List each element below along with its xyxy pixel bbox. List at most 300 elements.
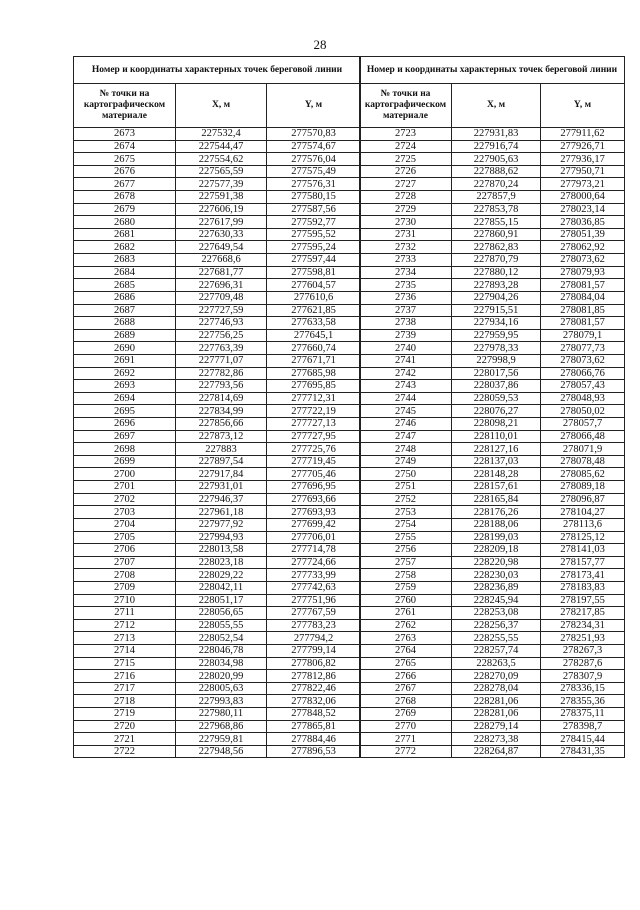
cell-y: 277645,1 bbox=[267, 329, 361, 342]
table-row bbox=[360, 544, 625, 557]
cell-y: 277693,93 bbox=[267, 506, 361, 519]
cell-x: 228256,37 bbox=[452, 619, 541, 632]
cell-point-number: 2692 bbox=[74, 367, 176, 380]
cell-point-number: 2686 bbox=[74, 291, 176, 304]
cell-x: 227977,92 bbox=[176, 518, 267, 531]
cell-x: 227870,79 bbox=[452, 254, 541, 267]
table-row bbox=[74, 443, 361, 456]
coordinates-table-right bbox=[359, 56, 625, 758]
table-row bbox=[360, 430, 625, 443]
cell-point-number: 2761 bbox=[360, 607, 452, 620]
cell-y: 277733,99 bbox=[267, 569, 361, 582]
cell-x: 227917,84 bbox=[176, 468, 267, 481]
cell-point-number: 2737 bbox=[360, 304, 452, 317]
cell-y: 277714,78 bbox=[267, 544, 361, 557]
cell-point-number: 2717 bbox=[74, 682, 176, 695]
table-row bbox=[360, 581, 625, 594]
cell-point-number: 2765 bbox=[360, 657, 452, 670]
cell-point-number: 2719 bbox=[74, 708, 176, 721]
cell-x: 227870,24 bbox=[452, 178, 541, 191]
cell-point-number: 2759 bbox=[360, 581, 452, 594]
cell-point-number: 2745 bbox=[360, 405, 452, 418]
column-header-point: № точки на картографическом материале bbox=[74, 84, 176, 128]
cell-y: 278071,9 bbox=[541, 443, 625, 456]
cell-x: 228188,06 bbox=[452, 518, 541, 531]
cell-y: 278398,7 bbox=[541, 720, 625, 733]
cell-y: 277671,71 bbox=[267, 354, 361, 367]
table-row bbox=[74, 506, 361, 519]
cell-x: 228034,98 bbox=[176, 657, 267, 670]
cell-x: 227862,83 bbox=[452, 241, 541, 254]
cell-point-number: 2768 bbox=[360, 695, 452, 708]
table-row bbox=[360, 556, 625, 569]
cell-x: 227856,66 bbox=[176, 418, 267, 431]
cell-point-number: 2764 bbox=[360, 644, 452, 657]
cell-y: 277595,52 bbox=[267, 228, 361, 241]
cell-y: 278051,39 bbox=[541, 228, 625, 241]
cell-y: 277812,86 bbox=[267, 670, 361, 683]
cell-y: 277884,46 bbox=[267, 733, 361, 746]
cell-x: 227727,59 bbox=[176, 304, 267, 317]
cell-y: 278096,87 bbox=[541, 493, 625, 506]
table-row bbox=[74, 380, 361, 393]
cell-point-number: 2701 bbox=[74, 481, 176, 494]
table-row bbox=[360, 619, 625, 632]
cell-y: 277926,71 bbox=[541, 140, 625, 153]
cell-y: 278141,03 bbox=[541, 544, 625, 557]
cell-y: 278183,83 bbox=[541, 581, 625, 594]
cell-point-number: 2748 bbox=[360, 443, 452, 456]
cell-y: 278081,85 bbox=[541, 304, 625, 317]
cell-point-number: 2753 bbox=[360, 506, 452, 519]
cell-x: 228023,18 bbox=[176, 556, 267, 569]
cell-point-number: 2714 bbox=[74, 644, 176, 657]
cell-x: 227855,15 bbox=[452, 216, 541, 229]
table-row bbox=[360, 493, 625, 506]
cell-y: 278113,6 bbox=[541, 518, 625, 531]
cell-point-number: 2732 bbox=[360, 241, 452, 254]
cell-x: 228055,55 bbox=[176, 619, 267, 632]
table-row bbox=[74, 468, 361, 481]
cell-y: 278267,3 bbox=[541, 644, 625, 657]
cell-x: 227857,9 bbox=[452, 191, 541, 204]
cell-point-number: 2677 bbox=[74, 178, 176, 191]
table-row bbox=[74, 544, 361, 557]
table-row bbox=[360, 165, 625, 178]
cell-y: 278084,04 bbox=[541, 291, 625, 304]
cell-x: 227630,33 bbox=[176, 228, 267, 241]
cell-y: 278048,93 bbox=[541, 392, 625, 405]
cell-point-number: 2710 bbox=[74, 594, 176, 607]
cell-point-number: 2735 bbox=[360, 279, 452, 292]
cell-point-number: 2700 bbox=[74, 468, 176, 481]
table-row bbox=[74, 329, 361, 342]
table-row bbox=[74, 455, 361, 468]
cell-point-number: 2749 bbox=[360, 455, 452, 468]
cell-x: 227860,91 bbox=[452, 228, 541, 241]
table-row bbox=[360, 178, 625, 191]
cell-y: 278355,36 bbox=[541, 695, 625, 708]
cell-y: 277693,66 bbox=[267, 493, 361, 506]
cell-y: 277950,71 bbox=[541, 165, 625, 178]
table-row bbox=[74, 279, 361, 292]
table-row bbox=[74, 632, 361, 645]
cell-y: 278336,15 bbox=[541, 682, 625, 695]
cell-x: 228110,01 bbox=[452, 430, 541, 443]
table-row bbox=[360, 607, 625, 620]
cell-point-number: 2704 bbox=[74, 518, 176, 531]
table-row bbox=[74, 191, 361, 204]
cell-point-number: 2678 bbox=[74, 191, 176, 204]
cell-point-number: 2689 bbox=[74, 329, 176, 342]
cell-point-number: 2760 bbox=[360, 594, 452, 607]
cell-x: 227746,93 bbox=[176, 317, 267, 330]
table-row bbox=[74, 493, 361, 506]
cell-x: 227959,95 bbox=[452, 329, 541, 342]
table-row bbox=[74, 254, 361, 267]
cell-x: 228176,26 bbox=[452, 506, 541, 519]
cell-y: 277592,77 bbox=[267, 216, 361, 229]
cell-x: 228281,06 bbox=[452, 708, 541, 721]
table-row bbox=[74, 405, 361, 418]
cell-y: 277722,19 bbox=[267, 405, 361, 418]
table-row bbox=[360, 291, 625, 304]
cell-x: 227978,33 bbox=[452, 342, 541, 355]
cell-x: 227934,16 bbox=[452, 317, 541, 330]
table-row bbox=[360, 354, 625, 367]
cell-point-number: 2683 bbox=[74, 254, 176, 267]
cell-x: 227931,01 bbox=[176, 481, 267, 494]
cell-x: 227649,54 bbox=[176, 241, 267, 254]
cell-x: 227756,25 bbox=[176, 329, 267, 342]
cell-point-number: 2694 bbox=[74, 392, 176, 405]
cell-y: 277832,06 bbox=[267, 695, 361, 708]
table-row bbox=[360, 304, 625, 317]
cell-point-number: 2736 bbox=[360, 291, 452, 304]
cell-point-number: 2697 bbox=[74, 430, 176, 443]
table-row bbox=[74, 354, 361, 367]
cell-y: 277911,62 bbox=[541, 128, 625, 141]
cell-y: 278050,02 bbox=[541, 405, 625, 418]
cell-x: 228264,87 bbox=[452, 745, 541, 758]
cell-y: 278066,48 bbox=[541, 430, 625, 443]
cell-y: 277742,63 bbox=[267, 581, 361, 594]
cell-x: 227577,39 bbox=[176, 178, 267, 191]
cell-y: 278062,92 bbox=[541, 241, 625, 254]
cell-y: 278000,64 bbox=[541, 191, 625, 204]
cell-y: 278375,11 bbox=[541, 708, 625, 721]
cell-x: 228127,16 bbox=[452, 443, 541, 456]
cell-y: 278217,85 bbox=[541, 607, 625, 620]
cell-point-number: 2680 bbox=[74, 216, 176, 229]
cell-x: 227959,81 bbox=[176, 733, 267, 746]
cell-point-number: 2693 bbox=[74, 380, 176, 393]
cell-x: 228209,18 bbox=[452, 544, 541, 557]
cell-x: 228199,03 bbox=[452, 531, 541, 544]
table-row bbox=[360, 254, 625, 267]
cell-point-number: 2687 bbox=[74, 304, 176, 317]
table-row bbox=[74, 128, 361, 141]
cell-point-number: 2743 bbox=[360, 380, 452, 393]
cell-x: 227993,83 bbox=[176, 695, 267, 708]
cell-y: 278173,41 bbox=[541, 569, 625, 582]
cell-y: 278023,14 bbox=[541, 203, 625, 216]
cell-y: 277595,24 bbox=[267, 241, 361, 254]
column-header-x: X, м bbox=[176, 84, 267, 128]
cell-y: 278078,48 bbox=[541, 455, 625, 468]
cell-x: 228137,03 bbox=[452, 455, 541, 468]
cell-y: 277597,44 bbox=[267, 254, 361, 267]
cell-point-number: 2739 bbox=[360, 329, 452, 342]
cell-point-number: 2675 bbox=[74, 153, 176, 166]
cell-x: 227946,37 bbox=[176, 493, 267, 506]
table-row bbox=[360, 228, 625, 241]
table-row bbox=[360, 481, 625, 494]
cell-x: 227544,47 bbox=[176, 140, 267, 153]
cell-point-number: 2681 bbox=[74, 228, 176, 241]
table-row bbox=[360, 682, 625, 695]
cell-point-number: 2722 bbox=[74, 745, 176, 758]
table-row bbox=[360, 153, 625, 166]
cell-x: 227968,86 bbox=[176, 720, 267, 733]
cell-point-number: 2770 bbox=[360, 720, 452, 733]
table-body-left bbox=[74, 128, 361, 758]
cell-x: 227888,62 bbox=[452, 165, 541, 178]
cell-x: 227905,63 bbox=[452, 153, 541, 166]
table-row bbox=[360, 329, 625, 342]
cell-point-number: 2738 bbox=[360, 317, 452, 330]
cell-point-number: 2742 bbox=[360, 367, 452, 380]
cell-y: 277695,85 bbox=[267, 380, 361, 393]
cell-x: 227696,31 bbox=[176, 279, 267, 292]
table-row bbox=[74, 556, 361, 569]
cell-x: 227915,51 bbox=[452, 304, 541, 317]
table-row bbox=[360, 392, 625, 405]
cell-y: 277604,57 bbox=[267, 279, 361, 292]
table-row bbox=[74, 581, 361, 594]
cell-y: 277848,52 bbox=[267, 708, 361, 721]
cell-point-number: 2718 bbox=[74, 695, 176, 708]
table-row bbox=[74, 367, 361, 380]
cell-y: 278073,62 bbox=[541, 354, 625, 367]
cell-x: 227994,93 bbox=[176, 531, 267, 544]
cell-point-number: 2750 bbox=[360, 468, 452, 481]
cell-point-number: 2731 bbox=[360, 228, 452, 241]
table-row bbox=[360, 569, 625, 582]
table-row bbox=[360, 594, 625, 607]
cell-y: 277576,04 bbox=[267, 153, 361, 166]
cell-point-number: 2673 bbox=[74, 128, 176, 141]
table-row bbox=[360, 443, 625, 456]
cell-x: 228270,09 bbox=[452, 670, 541, 683]
cell-point-number: 2713 bbox=[74, 632, 176, 645]
table-row bbox=[74, 607, 361, 620]
cell-x: 228245,94 bbox=[452, 594, 541, 607]
cell-y: 278081,57 bbox=[541, 279, 625, 292]
cell-y: 277896,53 bbox=[267, 745, 361, 758]
cell-x: 228076,27 bbox=[452, 405, 541, 418]
cell-x: 228279,14 bbox=[452, 720, 541, 733]
cell-y: 278066,76 bbox=[541, 367, 625, 380]
cell-point-number: 2690 bbox=[74, 342, 176, 355]
table-row bbox=[360, 531, 625, 544]
column-header-y: Y, м bbox=[541, 84, 625, 128]
cell-y: 277783,23 bbox=[267, 619, 361, 632]
cell-point-number: 2741 bbox=[360, 354, 452, 367]
cell-point-number: 2679 bbox=[74, 203, 176, 216]
cell-x: 228013,58 bbox=[176, 544, 267, 557]
cell-y: 277574,67 bbox=[267, 140, 361, 153]
table-row bbox=[360, 203, 625, 216]
cell-y: 277806,82 bbox=[267, 657, 361, 670]
table-row bbox=[74, 481, 361, 494]
cell-point-number: 2695 bbox=[74, 405, 176, 418]
cell-x: 227668,6 bbox=[176, 254, 267, 267]
cell-y: 277587,56 bbox=[267, 203, 361, 216]
cell-x: 227532,4 bbox=[176, 128, 267, 141]
cell-point-number: 2763 bbox=[360, 632, 452, 645]
table-row bbox=[360, 632, 625, 645]
cell-point-number: 2727 bbox=[360, 178, 452, 191]
cell-y: 278415,44 bbox=[541, 733, 625, 746]
table-row bbox=[360, 405, 625, 418]
cell-y: 277580,15 bbox=[267, 191, 361, 204]
table-row bbox=[74, 203, 361, 216]
cell-point-number: 2729 bbox=[360, 203, 452, 216]
cell-point-number: 2715 bbox=[74, 657, 176, 670]
table-row bbox=[360, 455, 625, 468]
cell-point-number: 2706 bbox=[74, 544, 176, 557]
cell-point-number: 2747 bbox=[360, 430, 452, 443]
cell-point-number: 2746 bbox=[360, 418, 452, 431]
cell-point-number: 2676 bbox=[74, 165, 176, 178]
table-row bbox=[360, 468, 625, 481]
cell-point-number: 2728 bbox=[360, 191, 452, 204]
cell-point-number: 2721 bbox=[74, 733, 176, 746]
cell-y: 277570,83 bbox=[267, 128, 361, 141]
cell-x: 228052,54 bbox=[176, 632, 267, 645]
column-header-y: Y, м bbox=[267, 84, 361, 128]
cell-point-number: 2771 bbox=[360, 733, 452, 746]
table-row bbox=[74, 670, 361, 683]
cell-y: 277973,21 bbox=[541, 178, 625, 191]
table-row bbox=[74, 720, 361, 733]
cell-y: 278057,7 bbox=[541, 418, 625, 431]
cell-point-number: 2682 bbox=[74, 241, 176, 254]
cell-point-number: 2740 bbox=[360, 342, 452, 355]
table-row bbox=[360, 657, 625, 670]
cell-y: 277727,13 bbox=[267, 418, 361, 431]
cell-point-number: 2757 bbox=[360, 556, 452, 569]
cell-point-number: 2767 bbox=[360, 682, 452, 695]
cell-point-number: 2716 bbox=[74, 670, 176, 683]
cell-x: 228042,11 bbox=[176, 581, 267, 594]
column-header-x: X, м bbox=[452, 84, 541, 128]
cell-y: 277706,01 bbox=[267, 531, 361, 544]
cell-point-number: 2751 bbox=[360, 481, 452, 494]
cell-x: 227980,11 bbox=[176, 708, 267, 721]
cell-point-number: 2711 bbox=[74, 607, 176, 620]
cell-y: 277751,96 bbox=[267, 594, 361, 607]
table-row bbox=[360, 708, 625, 721]
table-row bbox=[74, 644, 361, 657]
table-row bbox=[360, 506, 625, 519]
table-row bbox=[360, 266, 625, 279]
cell-x: 228051,17 bbox=[176, 594, 267, 607]
table-row bbox=[74, 178, 361, 191]
cell-point-number: 2712 bbox=[74, 619, 176, 632]
table-row bbox=[360, 670, 625, 683]
table-row bbox=[360, 418, 625, 431]
cell-y: 277575,49 bbox=[267, 165, 361, 178]
table-body-right bbox=[360, 128, 625, 758]
cell-x: 228253,08 bbox=[452, 607, 541, 620]
cell-point-number: 2684 bbox=[74, 266, 176, 279]
cell-point-number: 2702 bbox=[74, 493, 176, 506]
cell-x: 228059,53 bbox=[452, 392, 541, 405]
cell-y: 278089,18 bbox=[541, 481, 625, 494]
cell-point-number: 2696 bbox=[74, 418, 176, 431]
cell-point-number: 2724 bbox=[360, 140, 452, 153]
cell-x: 227793,56 bbox=[176, 380, 267, 393]
cell-x: 227834,99 bbox=[176, 405, 267, 418]
cell-point-number: 2752 bbox=[360, 493, 452, 506]
cell-x: 227916,74 bbox=[452, 140, 541, 153]
cell-x: 228263,5 bbox=[452, 657, 541, 670]
table-row bbox=[360, 128, 625, 141]
coordinates-table-left bbox=[73, 56, 361, 758]
cell-x: 228278,04 bbox=[452, 682, 541, 695]
cell-y: 278079,1 bbox=[541, 329, 625, 342]
cell-point-number: 2691 bbox=[74, 354, 176, 367]
table-row bbox=[360, 720, 625, 733]
cell-point-number: 2708 bbox=[74, 569, 176, 582]
table-row bbox=[74, 342, 361, 355]
cell-x: 228273,38 bbox=[452, 733, 541, 746]
table-row bbox=[74, 304, 361, 317]
cell-point-number: 2705 bbox=[74, 531, 176, 544]
cell-x: 227873,12 bbox=[176, 430, 267, 443]
table-row bbox=[74, 619, 361, 632]
cell-y: 278251,93 bbox=[541, 632, 625, 645]
cell-point-number: 2703 bbox=[74, 506, 176, 519]
cell-x: 227880,12 bbox=[452, 266, 541, 279]
cell-x: 228005,63 bbox=[176, 682, 267, 695]
cell-point-number: 2744 bbox=[360, 392, 452, 405]
cell-x: 227998,9 bbox=[452, 354, 541, 367]
cell-x: 227897,54 bbox=[176, 455, 267, 468]
cell-y: 277621,85 bbox=[267, 304, 361, 317]
cell-x: 228236,89 bbox=[452, 581, 541, 594]
table-row bbox=[74, 291, 361, 304]
cell-x: 227931,83 bbox=[452, 128, 541, 141]
cell-point-number: 2762 bbox=[360, 619, 452, 632]
cell-x: 227948,56 bbox=[176, 745, 267, 758]
cell-y: 277712,31 bbox=[267, 392, 361, 405]
cell-point-number: 2772 bbox=[360, 745, 452, 758]
cell-y: 278431,35 bbox=[541, 745, 625, 758]
cell-point-number: 2726 bbox=[360, 165, 452, 178]
cell-x: 227709,48 bbox=[176, 291, 267, 304]
cell-point-number: 2733 bbox=[360, 254, 452, 267]
table-row bbox=[74, 392, 361, 405]
table-row bbox=[74, 708, 361, 721]
table-row bbox=[360, 644, 625, 657]
table-row bbox=[74, 241, 361, 254]
table-row bbox=[74, 531, 361, 544]
cell-x: 227565,59 bbox=[176, 165, 267, 178]
cell-x: 228098,21 bbox=[452, 418, 541, 431]
